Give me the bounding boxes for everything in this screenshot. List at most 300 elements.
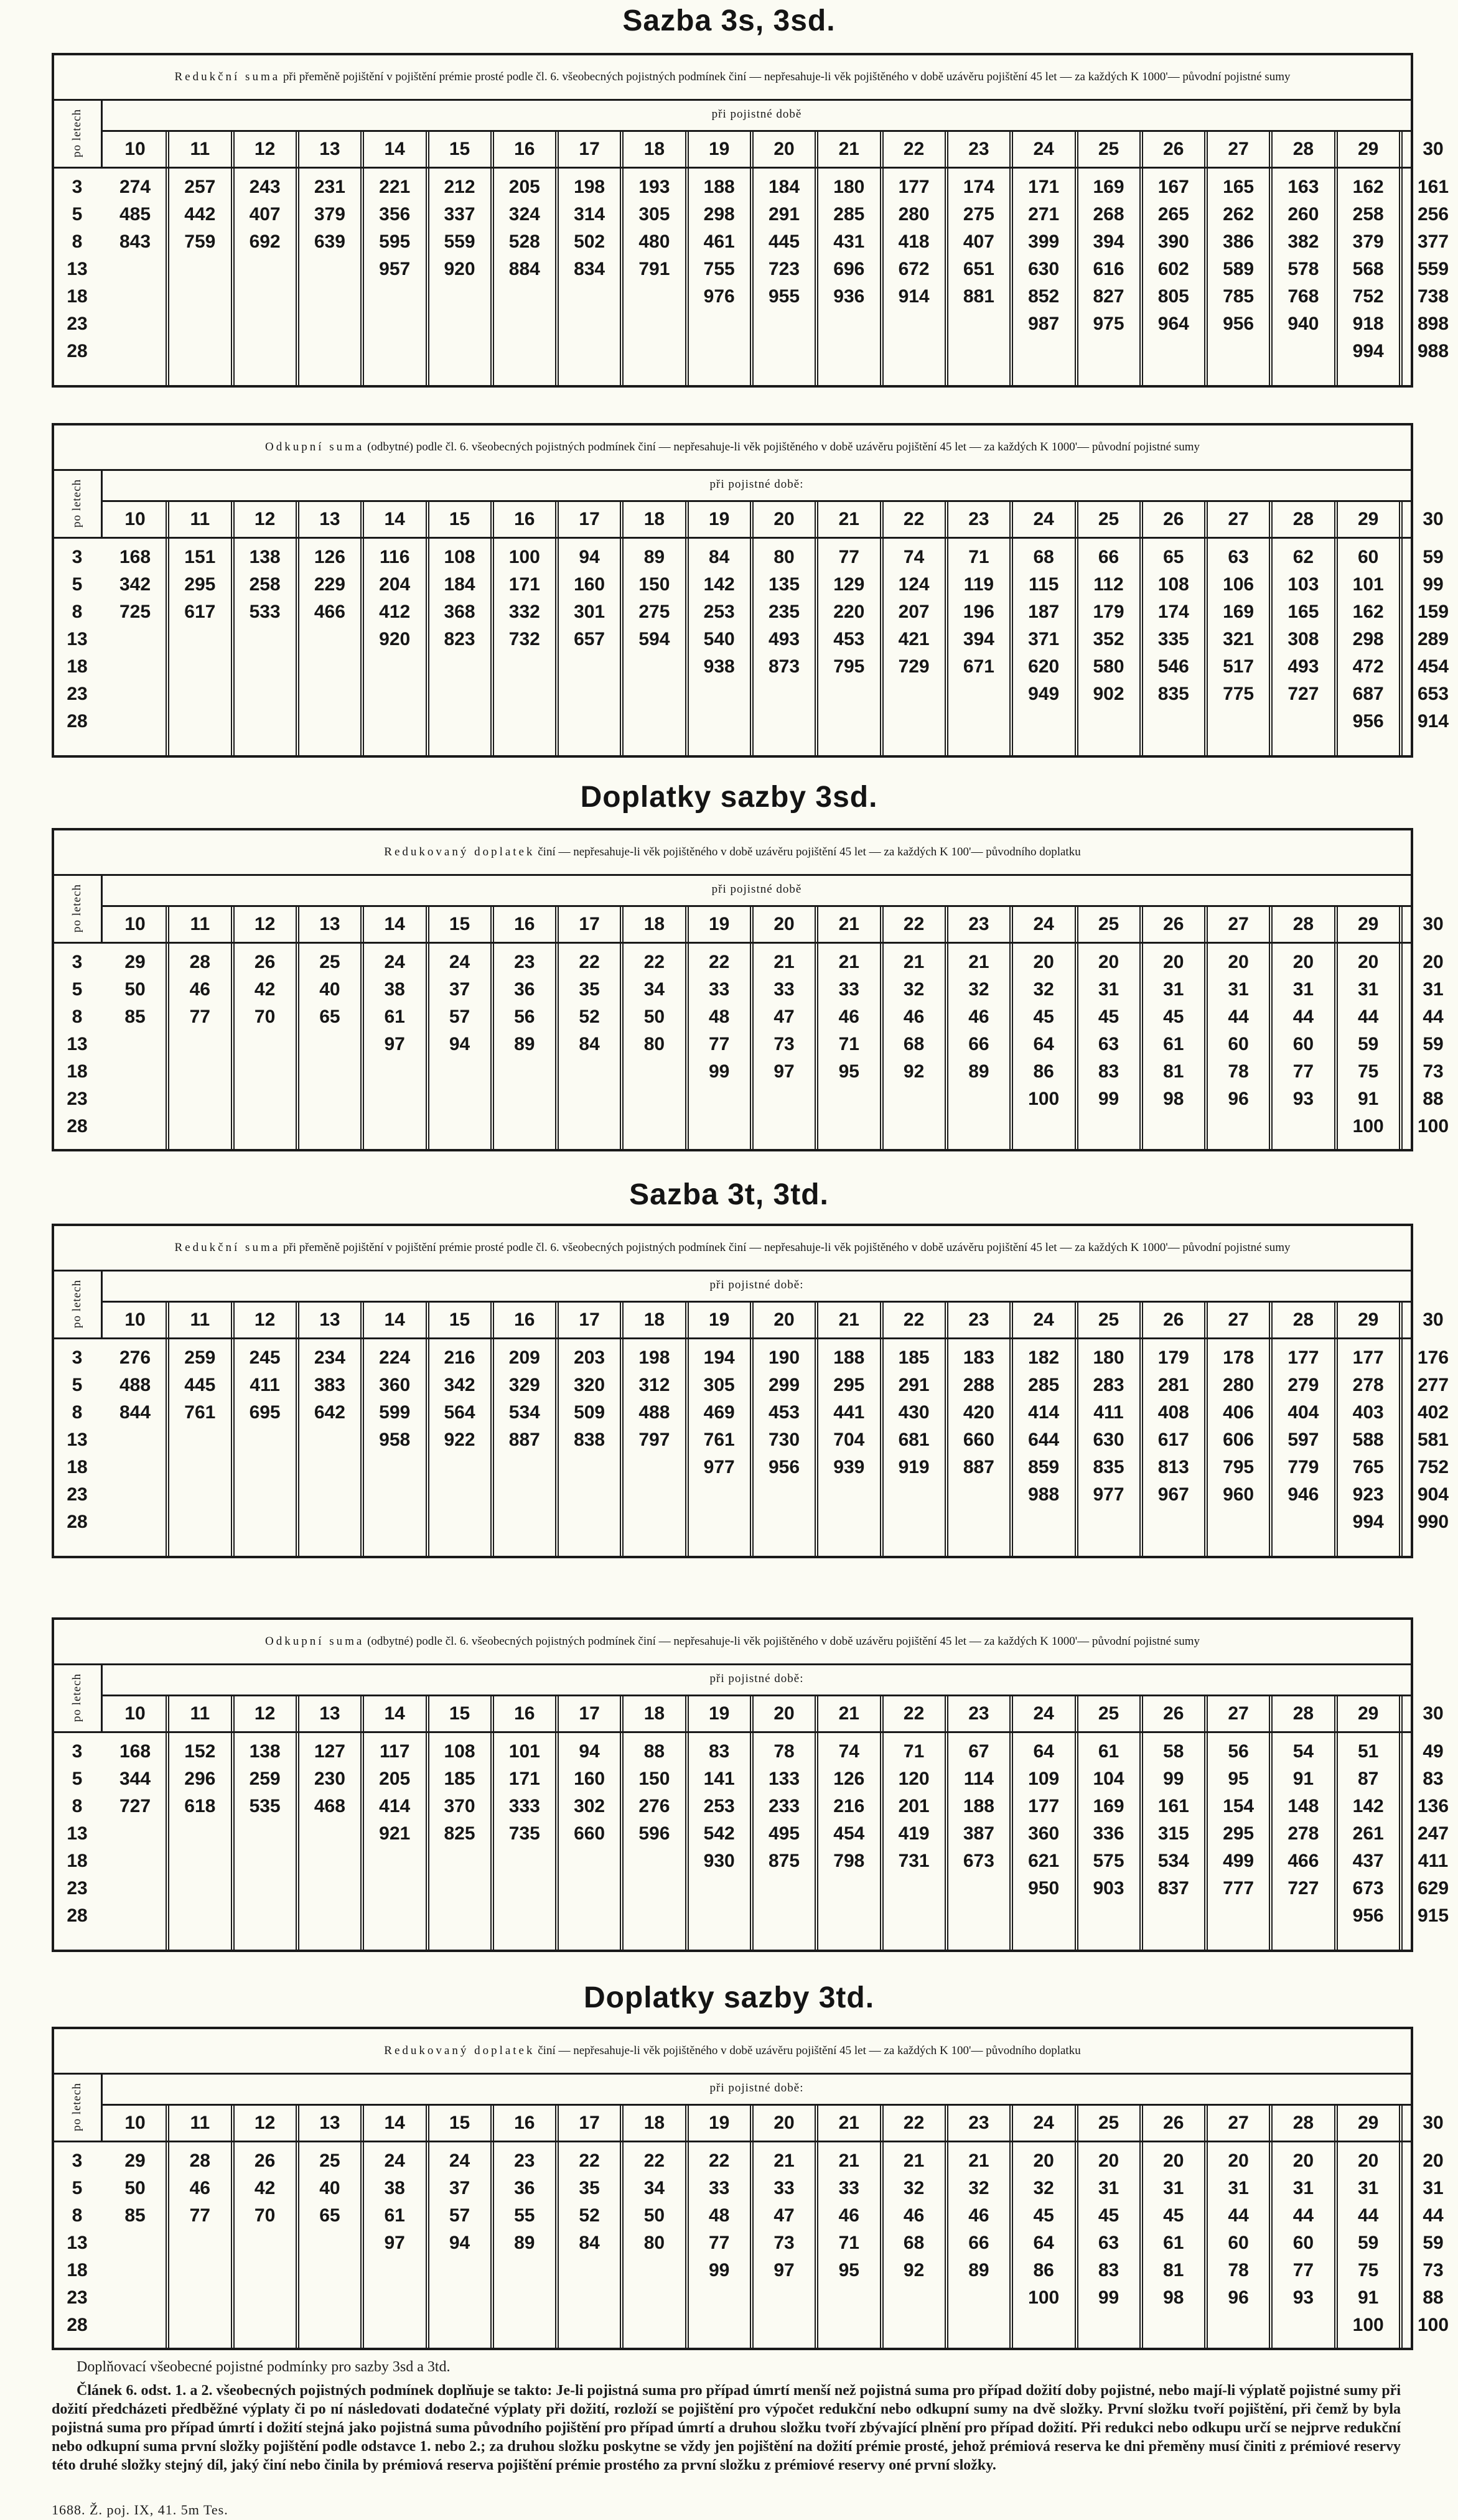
table-cell xyxy=(687,1510,752,1535)
table-cell: 324 xyxy=(508,204,540,225)
table-cell: 275 xyxy=(963,204,994,225)
row-label: 8 xyxy=(72,231,83,252)
table-cell xyxy=(428,1849,492,1874)
table-cell: 151 xyxy=(184,547,216,567)
column-header: 19 xyxy=(709,2113,730,2133)
table-cell: 46 xyxy=(189,979,210,1000)
table-cell xyxy=(622,312,686,337)
table-cell xyxy=(362,1510,427,1535)
table-cell: 791 xyxy=(638,259,670,279)
table-cell: 100 xyxy=(508,547,540,567)
table-cell xyxy=(557,654,622,679)
table-cell: 188 xyxy=(703,177,735,197)
table-cell: 390 xyxy=(1157,231,1189,252)
table-cell xyxy=(557,1482,622,1507)
column-header: 23 xyxy=(968,914,989,934)
table-cell xyxy=(103,1482,167,1507)
caption-lead: Redukovaný doplatek xyxy=(384,845,535,858)
table-cell: 57 xyxy=(449,1007,470,1027)
table-cell xyxy=(167,257,232,282)
table-cell xyxy=(233,1087,297,1112)
table-cell xyxy=(687,682,752,707)
table-cell: 171 xyxy=(508,574,540,595)
table-cell: 167 xyxy=(1157,177,1189,197)
table-cell: 835 xyxy=(1157,684,1189,704)
table-cell: 599 xyxy=(379,1402,411,1423)
table-cell: 337 xyxy=(444,204,475,225)
table-cell: 35 xyxy=(579,2178,600,2198)
table-cell: 403 xyxy=(1352,1402,1384,1423)
table-cell: 939 xyxy=(833,1457,865,1477)
table-cell: 442 xyxy=(184,204,216,225)
column-header: 29 xyxy=(1358,509,1379,529)
table-cell xyxy=(752,2285,816,2310)
table-cell: 321 xyxy=(1223,629,1255,649)
table-cell xyxy=(492,1114,557,1139)
table-cell: 66 xyxy=(1098,547,1119,567)
table-cell: 87 xyxy=(1358,1769,1379,1789)
table-cell: 276 xyxy=(119,1347,151,1368)
table-cell: 77 xyxy=(709,1034,730,1054)
column-header: 28 xyxy=(1292,914,1314,934)
row-label: 5 xyxy=(72,1769,83,1789)
table-cell xyxy=(687,1904,752,1928)
table-cell xyxy=(362,2313,427,2338)
table-cell: 98 xyxy=(1163,2287,1184,2308)
table-cell xyxy=(816,339,881,364)
table-cell: 333 xyxy=(508,1796,540,1816)
table-cell xyxy=(428,1904,492,1928)
table-cell: 73 xyxy=(773,1034,795,1054)
table-cell xyxy=(946,1114,1011,1139)
table-cell xyxy=(622,1114,686,1139)
pri-pojistne-dobe-label: při pojistné době xyxy=(711,108,802,121)
table-cell xyxy=(428,1059,492,1084)
table-cell xyxy=(362,1059,427,1084)
table-cell: 160 xyxy=(574,1769,605,1789)
table-cell: 797 xyxy=(638,1430,670,1450)
table-cell: 958 xyxy=(379,1430,411,1450)
table-cell: 578 xyxy=(1287,259,1319,279)
column-header: 11 xyxy=(190,139,210,159)
table-cell: 229 xyxy=(314,574,345,595)
column-header: 14 xyxy=(384,2113,405,2133)
table-cell: 377 xyxy=(1417,231,1449,252)
table-cell: 60 xyxy=(1292,1034,1314,1054)
table-cell xyxy=(103,2231,167,2256)
table-cell xyxy=(1271,1904,1335,1928)
table-cell: 141 xyxy=(703,1769,735,1789)
row-label: 13 xyxy=(67,1823,88,1844)
table-cell: 99 xyxy=(1098,2287,1119,2308)
table-cell xyxy=(1011,709,1076,734)
table-cell: 606 xyxy=(1223,1430,1255,1450)
table-cell: 461 xyxy=(703,231,735,252)
table-cell: 54 xyxy=(1292,1741,1314,1762)
table-cell xyxy=(233,312,297,337)
table-cell: 95 xyxy=(838,2260,859,2281)
table-cell xyxy=(362,1087,427,1112)
table-cell: 22 xyxy=(643,952,665,972)
table-cell: 414 xyxy=(1028,1402,1060,1423)
table-cell: 20 xyxy=(1098,2150,1119,2171)
table-cell xyxy=(297,2313,362,2338)
table-cell: 844 xyxy=(119,1402,151,1423)
table-cell: 70 xyxy=(254,2205,276,2226)
table-cell: 44 xyxy=(1423,2205,1444,2226)
table-cell: 20 xyxy=(1098,952,1119,972)
column-header: 23 xyxy=(968,509,989,529)
table-cell: 182 xyxy=(1028,1347,1060,1368)
table-cell xyxy=(946,1876,1011,1901)
column-header: 12 xyxy=(254,139,276,159)
table-cell xyxy=(687,1114,752,1139)
table-cell xyxy=(167,2285,232,2310)
table-cell xyxy=(103,284,167,309)
table-cell xyxy=(167,709,232,734)
table-cell: 660 xyxy=(963,1430,994,1450)
table-cell: 752 xyxy=(1352,286,1384,307)
table-cell xyxy=(752,312,816,337)
table-cell xyxy=(816,1904,881,1928)
row-label: 3 xyxy=(72,547,83,567)
table-cell: 97 xyxy=(384,2233,405,2253)
table-cell: 852 xyxy=(1028,286,1060,307)
table-cell: 46 xyxy=(838,2205,859,2226)
table-cell: 20 xyxy=(1033,2150,1054,2171)
table-cell: 57 xyxy=(449,2205,470,2226)
column-header: 23 xyxy=(968,1309,989,1330)
table-cell: 77 xyxy=(709,2233,730,2253)
row-label: 13 xyxy=(67,1430,88,1450)
table-cell xyxy=(362,1849,427,1874)
table-cell: 93 xyxy=(1292,1089,1314,1109)
table-cell: 89 xyxy=(968,1061,989,1082)
table-cell: 77 xyxy=(1292,2260,1314,2281)
table-cell: 20 xyxy=(1292,2150,1314,2171)
table-cell xyxy=(816,1114,881,1139)
table-cell: 302 xyxy=(574,1796,605,1816)
table-cell: 493 xyxy=(1287,656,1319,677)
table-cell: 919 xyxy=(898,1457,930,1477)
column-header: 12 xyxy=(254,1703,276,1724)
table-cell: 78 xyxy=(1228,2260,1249,2281)
table-cell: 386 xyxy=(1223,231,1255,252)
table-cell: 64 xyxy=(1033,2233,1054,2253)
table-cell xyxy=(816,1482,881,1507)
column-header: 22 xyxy=(903,139,925,159)
side-label-po-letech: po letech xyxy=(54,874,103,942)
table-reduced-supplement-3sd xyxy=(52,828,1449,1151)
table-cell xyxy=(557,339,622,364)
row-label: 13 xyxy=(67,2233,88,2253)
table-cell: 99 xyxy=(709,2260,730,2281)
table-cell xyxy=(882,1876,946,1901)
table-cell: 94 xyxy=(449,1034,470,1054)
table-cell xyxy=(1011,1904,1076,1928)
table-cell: 112 xyxy=(1093,574,1124,595)
table-cell xyxy=(1271,339,1335,364)
table-cell: 617 xyxy=(184,602,216,622)
table-cell xyxy=(233,1059,297,1084)
table-cell xyxy=(167,2231,232,2256)
table-cell: 454 xyxy=(1417,656,1449,677)
table-cell: 278 xyxy=(1287,1823,1319,1844)
row-label: 28 xyxy=(67,1116,88,1137)
table-cell: 312 xyxy=(638,1375,670,1395)
table-cell: 34 xyxy=(643,2178,665,2198)
caption-text: (odbytné) podle čl. 6. všeobecných pojistných podmínek činí — nepřesahuje-li věk pojištěného v době uzávěru pojištění 45 let — za každých K 1000'— původní pojistné sumy xyxy=(367,440,1200,453)
column-header: 15 xyxy=(449,914,470,934)
table-cell: 88 xyxy=(643,1741,665,1762)
heading-doplatky-sazby-3td: Doplatky sazby 3td. xyxy=(583,1981,875,2014)
table-cell: 28 xyxy=(189,2150,210,2171)
table-cell xyxy=(752,1482,816,1507)
table-cell: 453 xyxy=(833,629,865,649)
table-cell: 291 xyxy=(768,204,800,225)
column-header: 20 xyxy=(773,139,795,159)
table-cell xyxy=(103,2258,167,2283)
table-cell xyxy=(167,1059,232,1084)
table-cell: 176 xyxy=(1417,1347,1449,1368)
table-cell: 673 xyxy=(1352,1878,1384,1899)
table-cell: 61 xyxy=(1098,1741,1119,1762)
table-cell: 502 xyxy=(574,231,605,252)
table-cell: 394 xyxy=(963,629,994,649)
table-cell: 280 xyxy=(898,204,930,225)
table-cell: 32 xyxy=(1033,979,1054,1000)
table-cell: 278 xyxy=(1352,1375,1384,1395)
column-header: 10 xyxy=(124,1309,146,1330)
table-cell: 258 xyxy=(1352,204,1384,225)
table-cell: 387 xyxy=(963,1823,994,1844)
table-cell xyxy=(1141,2313,1206,2338)
table-cell: 729 xyxy=(898,656,930,677)
table-cell: 798 xyxy=(833,1851,865,1871)
table-cell: 295 xyxy=(1223,1823,1255,1844)
table-cell: 78 xyxy=(773,1741,795,1762)
table-cell: 73 xyxy=(1423,1061,1444,1082)
table-cell: 298 xyxy=(1352,629,1384,649)
table-cell: 280 xyxy=(1223,1375,1255,1395)
table-cell: 133 xyxy=(768,1769,800,1789)
table-cell: 174 xyxy=(963,177,994,197)
table-cell: 480 xyxy=(638,231,670,252)
table-cell: 26 xyxy=(254,952,276,972)
table-cell xyxy=(1271,1114,1335,1139)
table-cell xyxy=(103,1455,167,1480)
row-label: 8 xyxy=(72,602,83,622)
table-cell: 32 xyxy=(1033,2178,1054,2198)
table-cell xyxy=(687,709,752,734)
table-cell: 91 xyxy=(1358,2287,1379,2308)
caption-text: činí — nepřesahuje-li věk pojištěného v době uzávěru pojištění 45 let — za každých K 100'— původního doplatku xyxy=(538,2044,1081,2057)
table-cell: 65 xyxy=(1163,547,1184,567)
table-cell: 268 xyxy=(1093,204,1124,225)
column-header: 25 xyxy=(1098,2113,1119,2133)
table-cell: 371 xyxy=(1028,629,1060,649)
table-cell: 100 xyxy=(1417,1116,1449,1137)
table-cell: 20 xyxy=(1163,2150,1184,2171)
table-cell: 265 xyxy=(1157,204,1189,225)
table-cell: 77 xyxy=(1292,1061,1314,1082)
table-cell xyxy=(1206,1510,1271,1535)
column-header: 19 xyxy=(709,914,730,934)
table-cell xyxy=(492,1482,557,1507)
table-cell: 89 xyxy=(968,2260,989,2281)
table-cell: 468 xyxy=(314,1796,345,1816)
table-cell xyxy=(687,2313,752,2338)
table-cell: 65 xyxy=(319,1007,340,1027)
table-cell: 256 xyxy=(1417,204,1449,225)
row-label: 23 xyxy=(67,1878,88,1899)
column-header: 24 xyxy=(1033,139,1054,159)
table-cell xyxy=(362,2258,427,2283)
table-cell: 517 xyxy=(1223,656,1255,677)
table-cell: 21 xyxy=(903,952,925,972)
table-cell xyxy=(103,1904,167,1928)
table-cell: 915 xyxy=(1417,1905,1449,1926)
table-cell: 177 xyxy=(1287,1347,1319,1368)
table-cell: 188 xyxy=(833,1347,865,1368)
table-reduced-supplement-3td xyxy=(52,2027,1449,2350)
column-header: 21 xyxy=(838,2113,859,2133)
table-cell: 44 xyxy=(1358,2205,1379,2226)
column-header: 24 xyxy=(1033,1309,1054,1330)
table-cell: 370 xyxy=(444,1796,475,1816)
table-cell: 301 xyxy=(574,602,605,622)
row-label: 3 xyxy=(72,952,83,972)
table-cell: 97 xyxy=(384,1034,405,1054)
table-cell: 46 xyxy=(189,2178,210,2198)
table-cell: 154 xyxy=(1223,1796,1255,1816)
table-cell: 103 xyxy=(1287,574,1319,595)
table-cell: 94 xyxy=(579,1741,600,1762)
table-cell: 696 xyxy=(833,259,865,279)
table-cell: 977 xyxy=(703,1457,735,1477)
table-cell: 73 xyxy=(773,2233,795,2253)
column-header: 26 xyxy=(1163,2113,1184,2133)
table-cell: 488 xyxy=(638,1402,670,1423)
table-cell: 617 xyxy=(1157,1430,1189,1450)
table-cell: 138 xyxy=(249,1741,281,1762)
table-cell xyxy=(1141,339,1206,364)
table-cell: 84 xyxy=(579,2233,600,2253)
table-cell xyxy=(622,284,686,309)
table-cell: 976 xyxy=(703,286,735,307)
table-cell: 644 xyxy=(1028,1430,1060,1450)
column-header: 23 xyxy=(968,139,989,159)
table-cell: 21 xyxy=(838,2150,859,2171)
table-cell: 495 xyxy=(768,1823,800,1844)
table-cell: 44 xyxy=(1292,1007,1314,1027)
table-cell: 308 xyxy=(1287,629,1319,649)
table-cell: 950 xyxy=(1028,1878,1060,1899)
table-cell: 785 xyxy=(1223,286,1255,307)
column-header: 13 xyxy=(319,1309,340,1330)
row-label: 8 xyxy=(72,2205,83,2226)
row-label: 5 xyxy=(72,574,83,595)
caption-lead: Redukovaný doplatek xyxy=(384,2044,535,2057)
table-cell: 55 xyxy=(514,2205,535,2226)
table-cell: 24 xyxy=(449,952,470,972)
table-cell: 775 xyxy=(1223,684,1255,704)
table-cell xyxy=(428,654,492,679)
table-cell xyxy=(622,1904,686,1928)
table-cell: 171 xyxy=(1028,177,1060,197)
column-header: 19 xyxy=(709,1309,730,1330)
table-cell xyxy=(752,1876,816,1901)
table-cell: 99 xyxy=(709,1061,730,1082)
table-cell: 559 xyxy=(1417,259,1449,279)
column-header: 19 xyxy=(709,139,730,159)
table-cell xyxy=(1011,339,1076,364)
table-cell: 42 xyxy=(254,2178,276,2198)
table-cell xyxy=(946,312,1011,337)
table-cell: 630 xyxy=(1093,1430,1124,1450)
column-header: 12 xyxy=(254,2113,276,2133)
table-cell: 404 xyxy=(1287,1402,1319,1423)
table-cell: 33 xyxy=(773,979,795,1000)
table-cell: 40 xyxy=(319,979,340,1000)
table-cell: 875 xyxy=(768,1851,800,1871)
table-cell: 732 xyxy=(508,629,540,649)
table-cell: 616 xyxy=(1093,259,1124,279)
table-cell: 283 xyxy=(1093,1375,1124,1395)
table-cell: 657 xyxy=(574,629,605,649)
column-header: 26 xyxy=(1163,1309,1184,1330)
table-cell: 59 xyxy=(1358,1034,1379,1054)
table-cell: 32 xyxy=(903,979,925,1000)
table-cell: 987 xyxy=(1028,314,1060,334)
table-cell xyxy=(362,284,427,309)
column-header: 10 xyxy=(124,1703,146,1724)
table-cell: 360 xyxy=(379,1375,411,1395)
table-caption xyxy=(54,1226,1411,1270)
table-cell: 902 xyxy=(1093,684,1124,704)
table-cell: 221 xyxy=(379,177,411,197)
table-cell: 60 xyxy=(1358,547,1379,567)
table-cell: 546 xyxy=(1157,656,1189,677)
table-cell xyxy=(492,1510,557,1535)
table-cell: 89 xyxy=(643,547,665,567)
table-cell xyxy=(167,1876,232,1901)
table-cell xyxy=(492,2258,557,2283)
table-cell xyxy=(816,2313,881,2338)
table-cell xyxy=(687,1482,752,1507)
table-cell xyxy=(167,654,232,679)
table-cell: 940 xyxy=(1287,314,1319,334)
row-label: 23 xyxy=(67,314,88,334)
table-cell: 205 xyxy=(379,1769,411,1789)
side-label-po-letech: po letech xyxy=(54,1270,103,1337)
table-cell xyxy=(882,1510,946,1535)
column-header: 27 xyxy=(1228,914,1249,934)
table-cell: 903 xyxy=(1093,1878,1124,1899)
table-cell: 185 xyxy=(444,1769,475,1789)
table-cell: 67 xyxy=(968,1741,989,1762)
table-cell: 759 xyxy=(184,231,216,252)
table-cell xyxy=(946,682,1011,707)
table-cell xyxy=(816,1510,881,1535)
table-cell: 198 xyxy=(574,177,605,197)
table-cell: 488 xyxy=(119,1375,151,1395)
table-cell: 84 xyxy=(579,1034,600,1054)
table-cell: 528 xyxy=(508,231,540,252)
table-cell: 31 xyxy=(1163,2178,1184,2198)
column-header: 13 xyxy=(319,2113,340,2133)
table-cell xyxy=(1077,1904,1141,1928)
